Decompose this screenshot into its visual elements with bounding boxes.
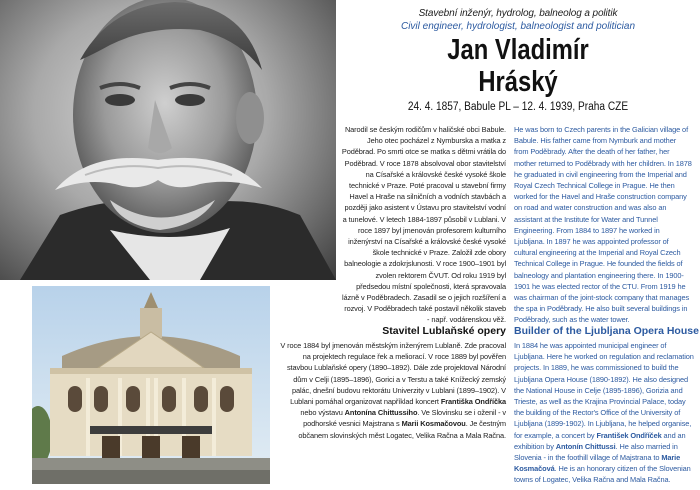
section-heading-cz: Stavitel Lublaňské opery xyxy=(382,325,506,337)
opera-house-photo xyxy=(32,286,270,484)
bio-en: He was born to Czech parents in the Galician village of Babule. His father came from Nymburk and mother from Poděbrady. After the death of her father, her mother returned to Poděbrady with her children. In 1878 he graduated in civil engineering from the Imperial and Royal Czech Technical College in Prague. He then worked for the Havel and Hraše construction company on road and water construction and was also an assistant at the Institute for Water and Tunnel Engineering. From 1884 to 1897 he worked in Ljubljana. In 1897 he was appointed professor of cultural engineering at the Imperial and Royal Czech Technical College in Prague. He founded the fields of balneology and plantation engineering there. In 1900-1901 he was elected rector of the CTU. From 1919 he was chairman of the joint-stock company that manages the spa in Poděbrady. He also built several buildings in Poděbrady, such as the water tower. xyxy=(514,125,692,325)
section-text-en xyxy=(514,340,694,486)
portrait-photo xyxy=(0,0,336,280)
section-cz-text-c: . Ve Slovinsku se i oženil - v podhorské vesnici Majstrana s xyxy=(303,408,506,429)
section-cz-text-d: . Je čestným občanem slovinských měst Logatec, Velika Račna a Mala Račna. xyxy=(298,419,506,440)
section-en-text-b: and an exhibition by xyxy=(514,430,686,451)
subtitle-cz: Stavební inženýr, hydrolog, balneolog a politik xyxy=(418,8,618,19)
section-cz-bold-3: Marii Kosmačovou xyxy=(401,419,466,429)
section-en-text-c: . He also married in Slovenia - in the foothill village of Majstrana to xyxy=(514,441,678,463)
section-cz-text-b: nebo výstavu xyxy=(300,408,345,418)
section-cz-bold-1: Františka Ondříčka xyxy=(440,397,506,407)
section-en-text-d: . He is an honorary citizen of the Slovenian towns of Logatec, Velika Račna and Mala Račna. xyxy=(514,464,691,485)
life-dates: 24. 4. 1857, Babule PL – 12. 4. 1939, Praha CZE xyxy=(407,101,629,113)
title-block xyxy=(336,8,700,113)
section-text-cz xyxy=(278,340,506,441)
subtitle-en: Civil engineer, hydrologist, balneologist and politician xyxy=(400,21,636,32)
section-cz-text-a: V roce 1884 byl jmenován městským inženýrem Lublaně. Zde pracoval na projektech regulace řek a meliorací. V roce 1889 byl pověřen stavbou Lublaňské opery (1890–1892). Dále zde projektoval Národní dům v Celji (1895–1896), Gorici a v Terstu a také Knížecký zemský palác, dnešní budovu rektorátu Univerzity v Lublani (1899–1902). V Lublani pomáhal organizovat například koncert xyxy=(280,341,506,407)
name-first: Jan Vladimír xyxy=(447,34,589,66)
section-en-bold-2: Antonín Chittussi xyxy=(555,441,616,451)
section-en-bold-1: František Ondříček xyxy=(596,430,662,440)
name-last: Hráský xyxy=(478,66,558,98)
bio-cz: Narodil se českým rodičům v haličské obci Babule. Jeho otec pocházel z Nymburska a matka z Poděbrad. Po smrti otce se matka s dětmi vrátila do Poděbrad. V roce 1878 absolvoval obor stavitelství na Císařské a královské české vysoké škole technické v Praze. Poté pracoval u stavební firmy Havel a Hraše na silničních a vodních stavbách a později jako asistent v Ústavu pro stavitelství vodní a tunelové. V letech 1884-1897 působil v Lublani. V roce 1897 byl jmenován profesorem kulturního inženýrství na Císařské a královské české vysoké škole technické v Praze. Založil zde obory balneologie a zdokrjslunosti. V roce 1900–1901 byl zvolen rektorem ČVUT. Od roku 1919 byl předsedou místní společnosti, která spravovala lázně v Poděbradech. Zasadil se o jejich rozšíření a rozvoj. V Poděbradech také postavil několik staveb - např. vodárenskou věž. xyxy=(341,125,506,325)
section-en-bold-3: Marie Kosmačová xyxy=(514,453,681,474)
section-heading-en: Builder of the Ljubljana Opera House xyxy=(514,325,699,337)
section-cz-bold-2: Antonína Chittussiho xyxy=(344,408,418,418)
section-en-text-a: In 1884 he was appointed municipal engineer of Ljubljana. Here he worked on regulation and reclamation projects. In 1889, he was commissioned to build the Ljubljana Opera House (1890-1892). He also designed the National House in Celje (1895-1896), Gorizia and Trieste, as well as the Krajina Provincial Palace, today the building of the Rector's Office of the University of Ljubljana (1899-1902). In Ljubljana, he helped organise, for example, a concert by xyxy=(514,341,694,440)
